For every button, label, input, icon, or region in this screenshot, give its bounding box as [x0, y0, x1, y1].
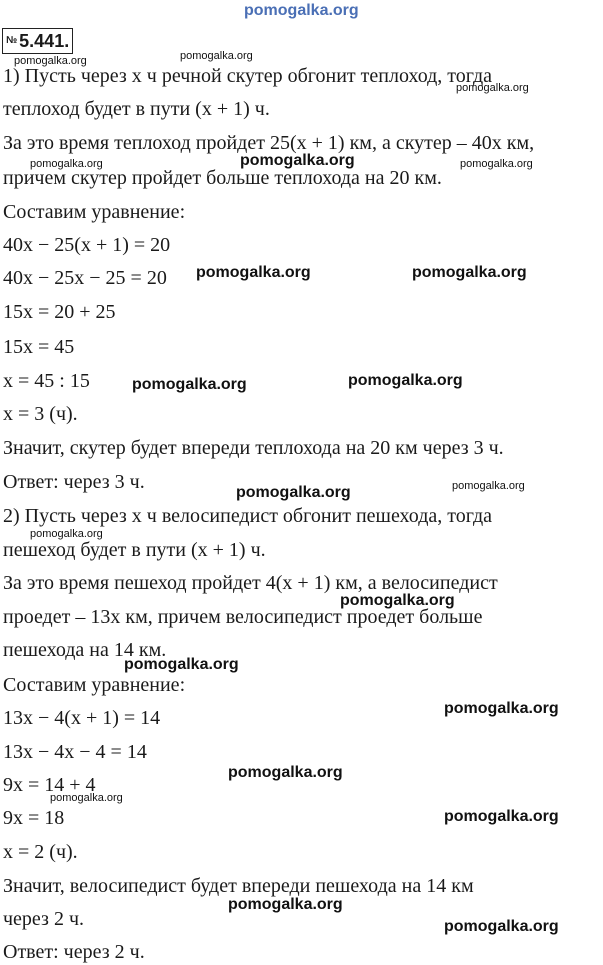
text-line-2: теплоход будет в пути (x + 1) ч.	[3, 98, 270, 120]
text-line-7: 2) Пусть через x ч велосипедист обгонит пешехода, тогда	[3, 505, 493, 527]
watermark: pomogalka.org	[340, 592, 455, 609]
equation-line-8: 13x − 4x − 4 = 14	[3, 741, 147, 763]
watermark: pomogalka.org	[460, 158, 533, 170]
watermark: pomogalka.org	[236, 484, 351, 501]
equation-line-11: x = 2 (ч).	[3, 841, 78, 863]
answer-line-1: Ответ: через 3 ч.	[3, 471, 145, 493]
number-sign: №	[6, 35, 18, 46]
watermark: pomogalka.org	[444, 918, 559, 935]
text-line-6: Значит, скутер будет впереди теплохода на 20 км через 3 ч.	[3, 437, 504, 459]
text-line-3: За это время теплоход пройдет 25(x + 1) км, а скутер – 40x км,	[3, 132, 535, 154]
text-line-11: пешехода на 14 км.	[3, 639, 167, 661]
watermark: pomogalka.org	[452, 480, 525, 492]
text-line-10: проедет – 13x км, причем велосипедист проедет больше	[3, 606, 483, 628]
site-header-watermark: pomogalka.org	[244, 2, 359, 19]
watermark: pomogalka.org	[228, 896, 343, 913]
watermark: pomogalka.org	[348, 372, 463, 389]
task-number-badge	[2, 28, 73, 54]
equation-line-10: 9x = 18	[3, 807, 65, 829]
watermark: pomogalka.org	[240, 152, 355, 169]
text-line-9: За это время пешеход пройдет 4(x + 1) км, а велосипедист	[3, 572, 498, 594]
equation-line-6: x = 3 (ч).	[3, 403, 78, 425]
watermark: pomogalka.org	[30, 528, 103, 540]
watermark: pomogalka.org	[412, 264, 527, 281]
equation-line-7: 13x − 4(x + 1) = 14	[3, 707, 161, 729]
equation-line-1: 40x − 25(x + 1) = 20	[3, 234, 171, 256]
task-number: 5.441.	[19, 31, 70, 51]
equation-line-2: 40x − 25x − 25 = 20	[3, 267, 167, 289]
watermark: pomogalka.org	[444, 808, 559, 825]
watermark: pomogalka.org	[444, 700, 559, 717]
equation-line-4: 15x = 45	[3, 336, 75, 358]
watermark: pomogalka.org	[180, 50, 253, 62]
text-line-1: 1) Пусть через x ч речной скутер обгонит теплоход, тогда	[3, 65, 493, 87]
answer-line-2: Ответ: через 2 ч.	[3, 941, 145, 963]
equation-line-5: x = 45 : 15	[3, 370, 90, 392]
watermark: pomogalka.org	[196, 264, 311, 281]
text-line-14: через 2 ч.	[3, 908, 85, 930]
text-line-5: Составим уравнение:	[3, 201, 186, 223]
text-line-8: пешеход будет в пути (x + 1) ч.	[3, 539, 266, 561]
watermark: pomogalka.org	[228, 764, 343, 781]
watermark: pomogalka.org	[456, 82, 529, 94]
watermark: pomogalka.org	[132, 376, 247, 393]
text-line-4: причем скутер пройдет больше теплохода на 20 км.	[3, 167, 442, 189]
watermark: pomogalka.org	[124, 656, 239, 673]
equation-line-9: 9x = 14 + 4	[3, 774, 96, 796]
text-line-12: Составим уравнение:	[3, 674, 186, 696]
watermark: pomogalka.org	[30, 158, 103, 170]
text-line-13: Значит, велосипедист будет впереди пешехода на 14 км	[3, 875, 474, 897]
watermark: pomogalka.org	[50, 792, 123, 804]
equation-line-3: 15x = 20 + 25	[3, 301, 116, 323]
watermark: pomogalka.org	[14, 55, 87, 67]
